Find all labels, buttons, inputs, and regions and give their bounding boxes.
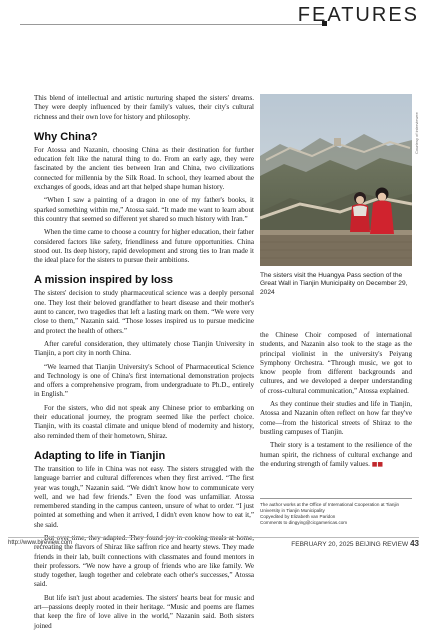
left-column bbox=[34, 94, 254, 635]
body-paragraph: The sisters' decision to study pharmaceutical science was a deeply personal one. They lost their beloved grandfather to heart disease and their mother's aunt to cancer, two tragedies that left a lasting mark on them. “We were very close to them,” Nazanin said. “Those losses inspired us to pursue medicine and protect the health of others.” bbox=[34, 289, 254, 335]
page-number: 43 bbox=[410, 539, 419, 548]
body-paragraph: But over time, they adapted. They found joy in cooking meals at home, recreating the flavors of Shiraz like saffron rice and hearty stews. They made friends in their lab, built connections with classmates and found mentors in their professors. “We now have a group of friends who are like family. We study together, laugh together and celebrate each other's successes,” Atossa said. bbox=[34, 533, 254, 589]
footer-date bbox=[291, 539, 419, 548]
body-paragraph: As they continue their studies and life in Tianjin, Atossa and Nazanin often reflect on how far they've come—from the historical streets of Shiraz to the bustling campuses of Tianjin. bbox=[260, 400, 412, 436]
final-text: Their story is a testament to the resilience of the human spirit, the richness of cultural exchange and the enduring strength of family values. bbox=[260, 441, 412, 468]
author-note bbox=[260, 498, 412, 526]
body-paragraph: The transition to life in China was not easy. The sisters struggled with the language barrier and cultural differences when they first arrived. “The first year was tough,” Nazanin said. “We didn't know how to communicate very well, and we had few friends.” Even the food was unfamiliar. Atossa remembered standing in the campus canteen, unsure of what to order. “I just pointed at something and when it arrived, I didn't even know how to eat it,” she said. bbox=[34, 464, 254, 529]
body-paragraph: When the time came to choose a country for higher education, their father considered factors like safety, friendliness and future opportunities. China stood out. Its deep history, rapid development and strong ties to Iran made it the ideal place for the sisters to pursue their ambitions. bbox=[34, 228, 254, 265]
footer-url[interactable]: http://www.bjreview.com bbox=[8, 540, 73, 546]
body-paragraph-final bbox=[260, 441, 412, 469]
photo-caption: The sisters visit the Huangya Pass section of the Great Wall in Tianjin Municipality on December 29, 2024 bbox=[260, 272, 408, 296]
body-paragraph: “When I saw a painting of a dragon in one of my father's books, it sparked something within me,” Atossa said. “It made me want to learn about this country that seemed so different yet shared so much history with Iran.” bbox=[34, 196, 254, 223]
section-label: FEATURES bbox=[297, 4, 419, 26]
end-mark-icon: ■■ bbox=[371, 460, 384, 468]
body-paragraph: But life isn't just about academies. The sisters' hearts beat for music and art—passions deeply rooted in their heritage. “Music and poems are flames that keep the fire of love alive in the world,” Nazanin said. Both sisters joined bbox=[34, 593, 254, 630]
body-paragraph: “We learned that Tianjin University's School of Pharmaceutical Science and Technology is one of China's first international demonstration projects and offers a comprehensive program, from undergraduate to Ph.D., entirely in English.” bbox=[34, 362, 254, 399]
article-photo bbox=[260, 94, 412, 266]
photo-credit: Courtesy of interviewee bbox=[414, 112, 419, 154]
issue-date: FEBRUARY 20, 2025 BEIJING REVIEW bbox=[291, 541, 409, 548]
section-heading-mission: A mission inspired by loss bbox=[34, 274, 173, 287]
body-paragraph: For the sisters, who did not speak any Chinese prior to embarking on their educational journey, the program seemed like the perfect choice. Tianjin, with its coastal climate and unique blend of modernity and history, also reminded them of their hometown, Shiraz. bbox=[34, 403, 254, 440]
right-column bbox=[260, 331, 412, 473]
great-wall-photo-image bbox=[260, 94, 412, 266]
body-paragraph: After careful consideration, they ultimately chose Tianjin University in Tianjin, a port city in north China. bbox=[34, 339, 254, 358]
copyeditor-credit: Copyedited by Elizabeth van Paridon bbox=[260, 514, 336, 519]
body-paragraph: For Atossa and Nazanin, choosing China as their destination for further education felt like the natural thing to do. From an early age, they were fascinated by the ancient ties between Iran and China, two civilizations connected for millennia by the Silk Road. In school, they learned about the exchanges of goods, ideas and art that helped shape human history. bbox=[34, 145, 254, 192]
author-affiliation: The author works at the Office of International Cooperation at Tianjin University in Tianjin Municipality bbox=[260, 502, 400, 513]
comments-contact: Comments to dingying@cicgamericas.com bbox=[260, 520, 348, 525]
header-rule bbox=[20, 24, 327, 25]
footer-rule bbox=[8, 537, 419, 538]
section-heading-adapting: Adapting to life in Tianjin bbox=[34, 449, 166, 462]
body-paragraph: the Chinese Choir composed of international students, and Nazanin also took to the stage as the principal violinist in the university's Peiyang Symphony Orchestra. “Through music, we got to know people from different backgrounds and cultures, and we developed a deeper understanding of cross-cultural communication,” Atossa explained. bbox=[260, 331, 412, 395]
intro-paragraph: This blend of intellectual and artistic nurturing shaped the sisters' dreams. They were deeply influenced by their family's values, their city's cultural richness and their own love for history and philosophy. bbox=[34, 94, 254, 121]
section-heading-why-china: Why China? bbox=[34, 130, 98, 143]
